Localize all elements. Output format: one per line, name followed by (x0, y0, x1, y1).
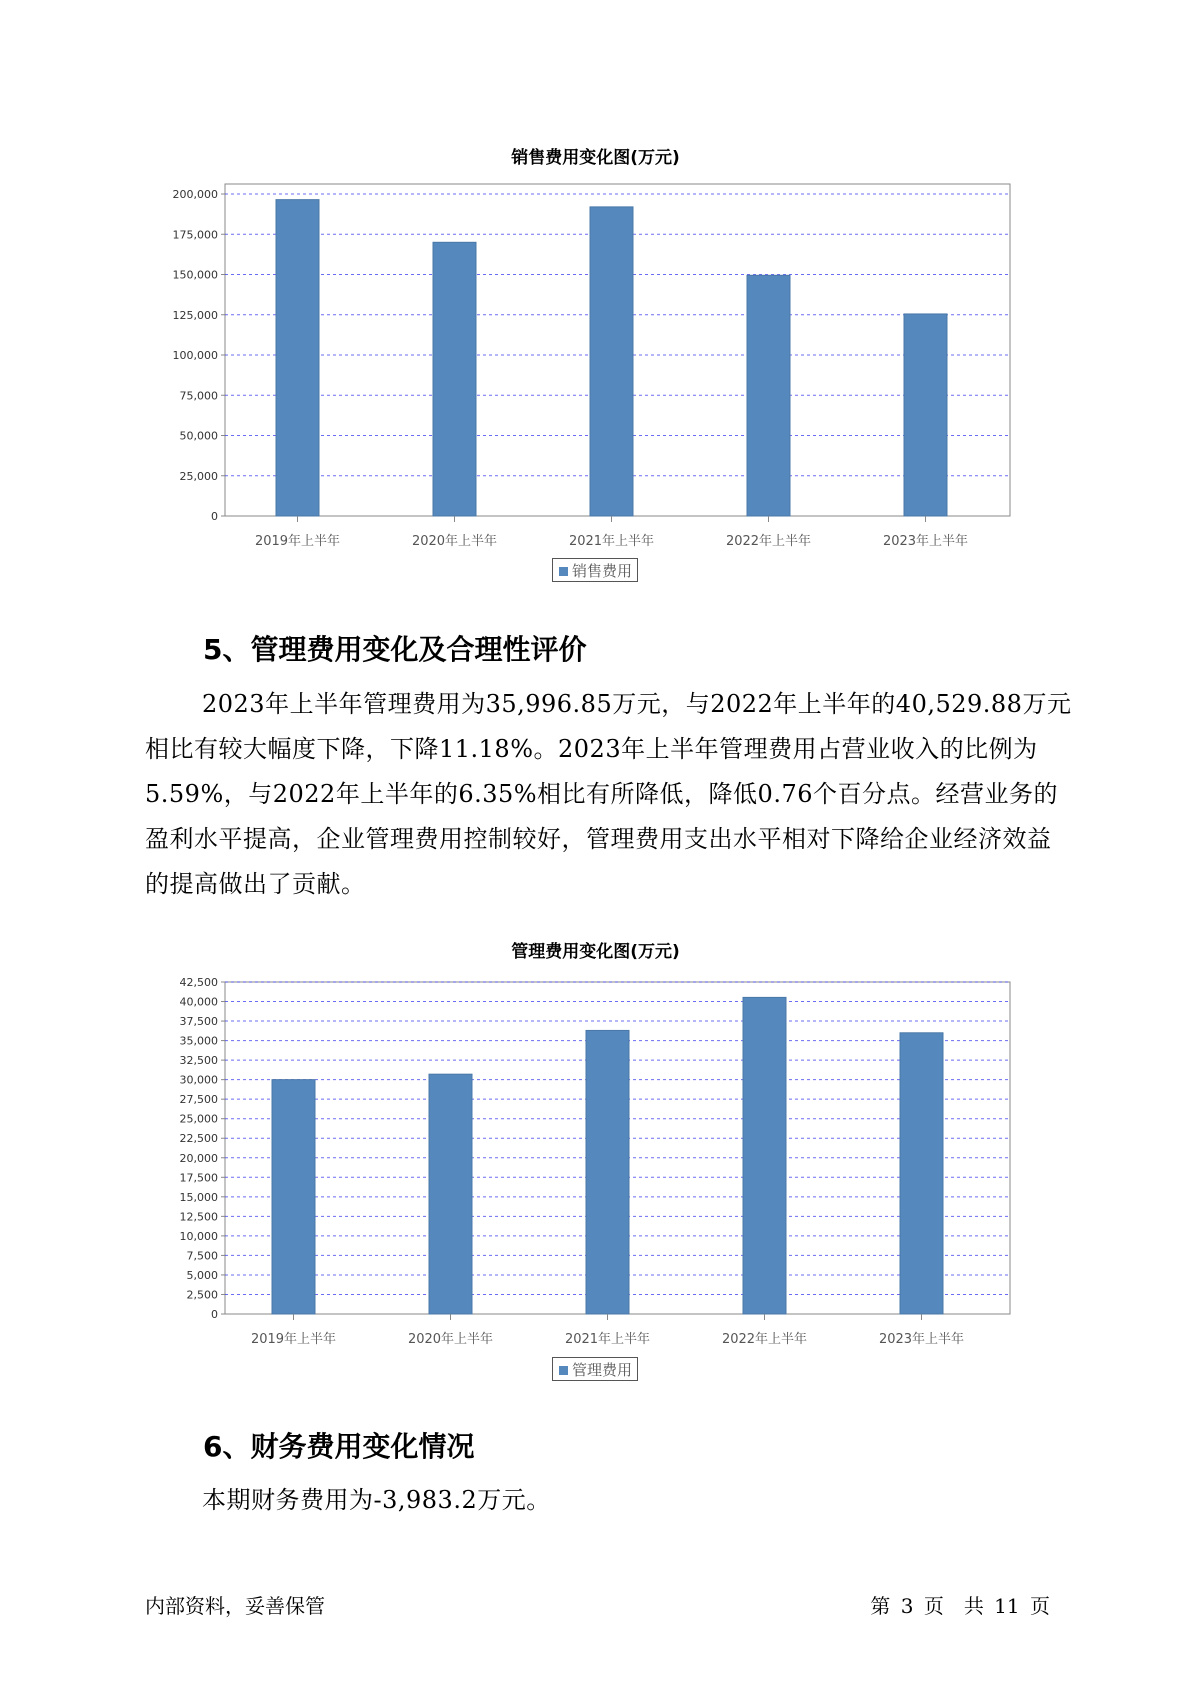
x-tick-label: 2022年上半年 (721, 1332, 808, 1347)
y-tick-label: 5,000 (186, 1268, 218, 1282)
x-tick-label: 2019年上半年 (250, 1332, 337, 1347)
y-tick-label: 22,500 (179, 1132, 218, 1146)
y-tick-label: 7,500 (186, 1249, 218, 1263)
legend-label: 管理费用 (572, 1361, 633, 1379)
chart-title: 销售费用变化图(万元) (511, 148, 680, 168)
chart-title: 管理费用变化图(万元) (511, 942, 680, 962)
y-tick-label: 0 (211, 510, 218, 523)
footer-confidential-note: 内部资料，妥善保管 (145, 1594, 325, 1618)
chart-legend (552, 1357, 638, 1381)
y-tick-label: 0 (211, 1308, 218, 1321)
y-tick-label: 30,000 (179, 1073, 218, 1087)
y-tick-label: 100,000 (172, 349, 218, 362)
y-tick-label: 50,000 (179, 429, 218, 443)
y-tick-label: 25,000 (179, 469, 218, 483)
y-tick-label: 12,500 (179, 1210, 218, 1224)
bar-2019年上半年 (272, 1080, 315, 1314)
x-tick-label: 2023年上半年 (878, 1332, 965, 1347)
y-tick-label: 75,000 (179, 389, 218, 403)
section5-heading: 5、管理费用变化及合理性评价 (203, 633, 587, 666)
x-tick-label: 2020年上半年 (407, 1332, 494, 1347)
y-tick-label: 17,500 (179, 1171, 218, 1185)
y-tick-label: 2,500 (186, 1288, 218, 1302)
y-tick-label: 25,000 (179, 1112, 218, 1126)
x-tick-label: 2021年上半年 (568, 534, 655, 549)
y-tick-label: 175,000 (172, 228, 218, 242)
bar-2022年上半年 (743, 997, 786, 1314)
x-tick-label: 2020年上半年 (411, 534, 498, 549)
bar-2023年上半年 (900, 1033, 943, 1314)
bar-2020年上半年 (429, 1074, 472, 1314)
y-tick-label: 27,500 (179, 1093, 218, 1107)
bar-2021年上半年 (586, 1030, 629, 1314)
x-tick-label: 2022年上半年 (725, 534, 812, 549)
y-tick-label: 15,000 (179, 1190, 218, 1204)
y-tick-label: 200,000 (172, 188, 218, 201)
footer-page-number: 第 3 页 共 11 页 (870, 1594, 1050, 1618)
y-tick-label: 40,000 (179, 995, 218, 1009)
legend-swatch (559, 1366, 568, 1375)
y-tick-label: 150,000 (172, 268, 218, 282)
y-tick-label: 42,500 (179, 976, 218, 989)
x-tick-label: 2023年上半年 (882, 534, 969, 549)
y-tick-label: 20,000 (179, 1151, 218, 1165)
section5-paragraph: 2023年上半年管理费用为35,996.85万元，与2022年上半年的40,529.88万元相比有较大幅度下降，下降11.18%。2023年上半年管理费用占营业收入的比例为5.59%，与2022年上半年的6.35%相比有所降低，降低0.76个百分点。经营业务的盈利水平提高，企业管理费用控制较好，管理费用支出水平相对下降给企业经济效益的提高做出了贡献。 (145, 690, 1072, 898)
y-tick-label: 10,000 (179, 1229, 218, 1243)
y-tick-label: 37,500 (179, 1015, 218, 1029)
y-tick-label: 35,000 (179, 1034, 218, 1048)
y-tick-label: 32,500 (179, 1054, 218, 1068)
legend-label: 销售费用 (572, 562, 633, 580)
section6-heading: 6、财务费用变化情况 (203, 1430, 475, 1463)
section6-paragraph: 本期财务费用为-3,983.2万元。 (202, 1486, 551, 1514)
x-tick-label: 2019年上半年 (254, 534, 341, 549)
x-tick-label: 2021年上半年 (564, 1332, 651, 1347)
y-tick-label: 125,000 (172, 308, 218, 322)
